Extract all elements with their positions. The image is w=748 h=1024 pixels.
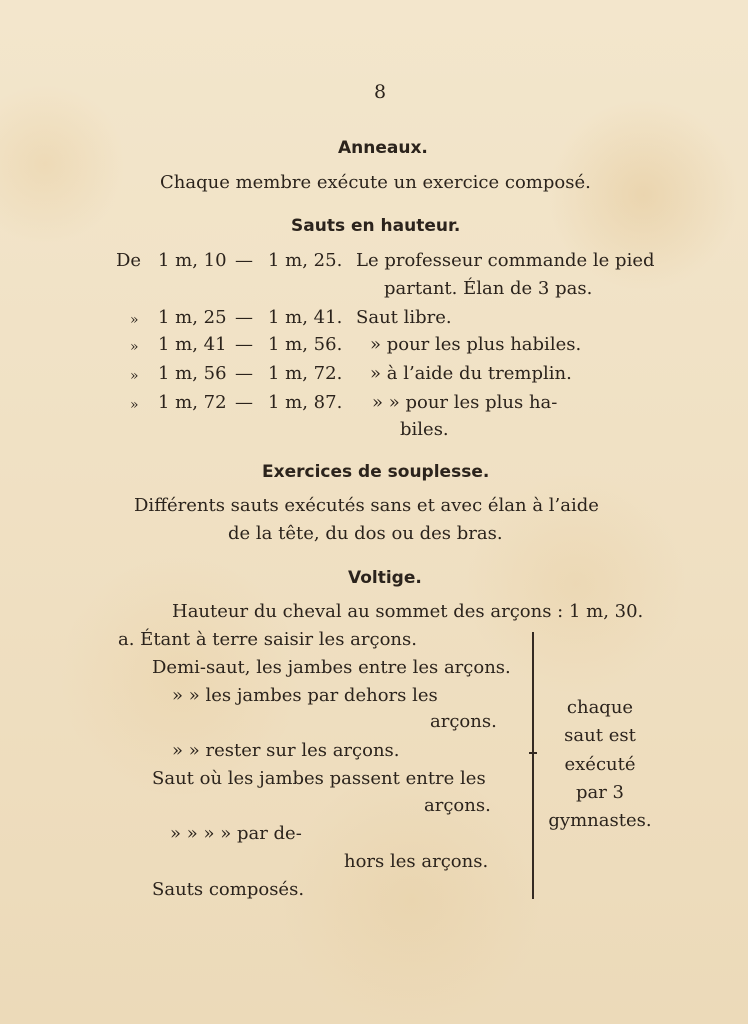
sauts-row-3-dash: — — [235, 307, 253, 328]
right-brace-tip — [529, 752, 537, 754]
sauts-row-5-desc: » à l’aide du tremplin. — [370, 363, 572, 384]
sauts-row-4-dash: — — [235, 334, 253, 355]
voltige-item-7: arçons. — [424, 795, 491, 816]
sauts-row-5-prefix: » — [130, 368, 139, 384]
side-note-line-5: gymnastes. — [548, 810, 652, 831]
sauts-row-4-start: 1 m, 41 — [158, 334, 227, 355]
sauts-row-3-start: 1 m, 25 — [158, 307, 227, 328]
sauts-row-6-end: 1 m, 87. — [268, 392, 343, 413]
page-number: 8 — [374, 81, 387, 103]
souplesse-line-2: de la tête, du dos ou des bras. — [228, 523, 503, 544]
sauts-row-1-desc: Le professeur commande le pied — [356, 250, 655, 271]
voltige-title: Voltige. — [348, 568, 422, 588]
side-note-line-2: saut est — [564, 725, 636, 746]
voltige-item-9: hors les arçons. — [344, 851, 489, 872]
sauts-row-6-start: 1 m, 72 — [158, 392, 227, 413]
right-brace — [532, 632, 534, 899]
sauts-row-7-desc: biles. — [400, 419, 449, 440]
side-note-line-3: exécuté — [564, 754, 636, 775]
anneaux-title: Anneaux. — [338, 138, 428, 158]
voltige-item-4: arçons. — [430, 711, 497, 732]
sauts-row-1-start: 1 m, 10 — [158, 250, 227, 271]
side-note-line-4: par 3 — [575, 782, 625, 803]
sauts-row-3-prefix: » — [130, 312, 139, 328]
voltige-item-8: » » » » par de- — [170, 823, 302, 844]
souplesse-title: Exercices de souplesse. — [262, 462, 490, 482]
sauts-row-5-start: 1 m, 56 — [158, 363, 227, 384]
sauts-row-6-desc: » » pour les plus ha- — [372, 392, 558, 413]
sauts-row-6-prefix: » — [130, 397, 139, 413]
voltige-item-2: Demi-saut, les jambes entre les arçons. — [152, 657, 511, 678]
voltige-height: Hauteur du cheval au sommet des arçons : 1 m, 30. — [172, 601, 644, 622]
voltige-item-5: » » rester sur les arçons. — [172, 740, 400, 761]
sauts-row-6-dash: — — [235, 392, 253, 413]
voltige-item-1: a. Étant à terre saisir les arçons. — [118, 629, 417, 650]
sauts-row-4-prefix: » — [130, 339, 139, 355]
voltige-item-10: Sauts composés. — [152, 879, 305, 900]
souplesse-line-1: Différents sauts exécutés sans et avec élan à l’aide — [134, 495, 599, 516]
voltige-item-6: Saut où les jambes passent entre les — [152, 768, 486, 789]
sauts-row-1-dash: — — [235, 250, 253, 271]
side-note-line-1: chaque — [566, 697, 634, 718]
sauts-row-5-dash: — — [235, 363, 253, 384]
sauts-row-2-desc: partant. Élan de 3 pas. — [384, 278, 593, 299]
anneaux-text: Chaque membre exécute un exercice composé. — [160, 172, 591, 193]
sauts-row-1-prefix: De — [116, 250, 142, 271]
sauts-row-5-end: 1 m, 72. — [268, 363, 343, 384]
sauts-row-4-desc: » pour les plus habiles. — [370, 334, 582, 355]
sauts-row-3-end: 1 m, 41. — [268, 307, 343, 328]
sauts-row-3-desc: Saut libre. — [356, 307, 452, 328]
sauts-row-1-end: 1 m, 25. — [268, 250, 343, 271]
voltige-item-3: » » les jambes par dehors les — [172, 685, 438, 706]
sauts-title: Sauts en hauteur. — [291, 216, 461, 236]
sauts-row-4-end: 1 m, 56. — [268, 334, 343, 355]
